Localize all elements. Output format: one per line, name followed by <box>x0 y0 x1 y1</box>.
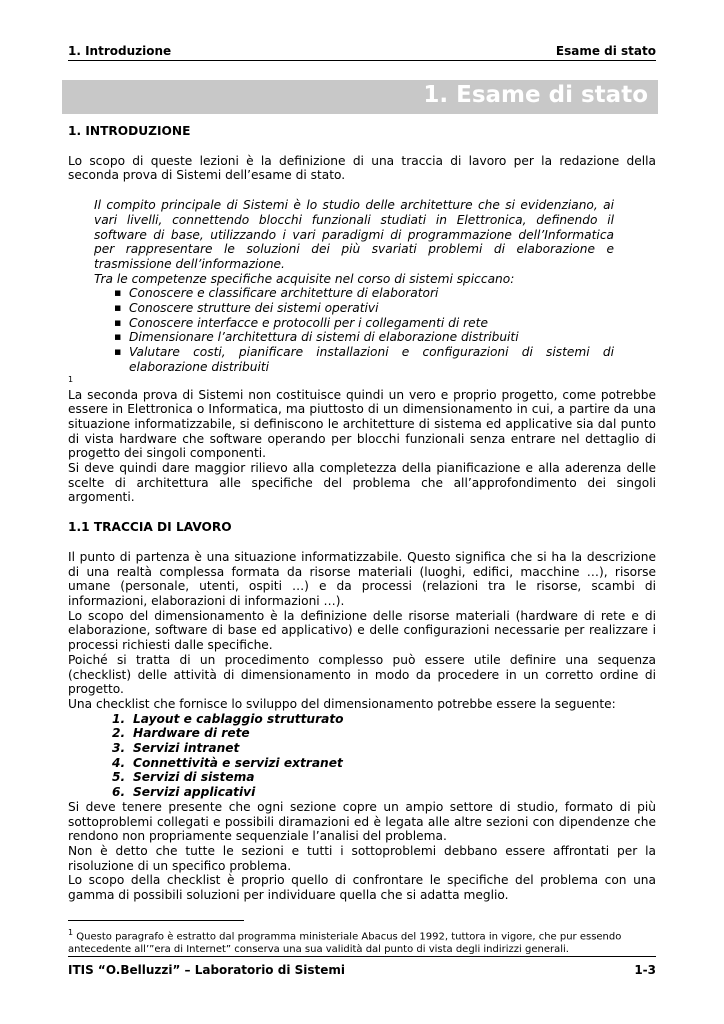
paragraph: Lo scopo del dimensionamento è la definizione delle risorse materiali (hardware di rete e di elaborazione, software di base ed applicativo) e delle configurazioni necessarie per realizzare i processi richiesti dalle specifiche. <box>68 608 656 653</box>
list-item: ▪ Conoscere interfacce e protocolli per i collegamenti di rete <box>114 316 614 331</box>
quote-paragraph: Il compito principale di Sistemi è lo studio delle architetture che si evidenziano, ai vari livelli, connettendo blocchi funzionali studiati in Elettronica, definendo il software di base, utilizzando i vari paradigmi di programmazione dell’Informatica per rappresentare le soluzioni dei più svariati problemi di elaborazione e trasmissione dell’informazione. <box>94 198 614 271</box>
checklist <box>68 712 656 800</box>
list-item: 4. Connettività e servizi extranet <box>112 755 343 770</box>
competence-list <box>94 286 614 374</box>
chapter-title: 1. Esame di stato <box>423 82 648 108</box>
footer-institution: ITIS “O.Belluzzi” – Laboratorio di Sistemi <box>68 963 345 977</box>
running-footer <box>68 956 656 977</box>
list-item: ▪ Dimensionare l’architettura di sistemi di elaborazione distribuiti <box>114 330 614 345</box>
footnote-text: Questo paragrafo è estratto dal programma ministeriale Abacus del 1992, tuttora in vigore, che pur essendo antecedente all’”era di Internet” conserva una sua validità dal punto di vista degli indirizzi generali. <box>68 931 622 956</box>
paragraph: Lo scopo di queste lezioni è la definizione di una traccia di lavoro per la redazione della seconda prova di Sistemi dell’esame di stato. <box>68 153 656 183</box>
paragraph: Una checklist che fornisce lo sviluppo del dimensionamento potrebbe essere la seguente: <box>68 696 616 711</box>
paragraph: La seconda prova di Sistemi non costituisce quindi un vero e proprio progetto, come potrebbe essere in Elettronica o Informatica, ma piuttosto di un dimensionamento in cui, a partire da una situazione informatizzabile, si definiscono le architetture di sistema ed applicative sia dal punto di vista hardware che software operando per blocchi funzionali senza entrare nel dettaglio di progetto dei singoli componenti. <box>68 387 656 461</box>
quote-paragraph: Tra le competenze specifiche acquisite nel corso di sistemi spiccano: <box>94 271 515 286</box>
section-heading: 1.1 TRACCIA DI LAVORO <box>68 520 232 535</box>
list-item: 6. Servizi applicativi <box>112 785 256 800</box>
paragraph: Si deve quindi dare maggior rilievo alla completezza della pianificazione e alla aderenza delle scelte di architettura alle specifiche del problema che all’approfondimento dei singoli argomenti. <box>68 461 656 505</box>
paragraph: Non è detto che tutte le sezioni e tutti i sottoproblemi debbano essere affrontati per la risoluzione di un specifico problema. <box>68 843 656 873</box>
list-item: 3. Servizi intranet <box>112 741 240 756</box>
list-item: ▪ Conoscere strutture dei sistemi operativi <box>114 301 614 316</box>
footnote <box>68 926 656 956</box>
list-item: ▪ Valutare costi, pianificare installazioni e configurazioni di sistemi di elaborazione distribuiti <box>114 345 614 374</box>
footnote-reference: 1 <box>68 374 74 384</box>
paragraph: Si deve tenere presente che ogni sezione copre un ampio settore di studio, formato di più sottoproblemi collegati e possibili diramazioni ed è legata alle altre sezioni con dipendenze che rendono non propriamente sequenziale l’analisi del problema. <box>68 799 656 844</box>
header-title: Esame di stato <box>555 44 656 58</box>
footnote-separator <box>68 920 244 921</box>
list-item: ▪ Conoscere e classificare architetture di elaboratori <box>114 286 614 301</box>
header-chapter: 1. Introduzione <box>68 44 172 58</box>
section-heading: 1. INTRODUZIONE <box>68 124 191 138</box>
page-number: 1-3 <box>634 963 656 977</box>
paragraph: Lo scopo della checklist è proprio quello di confrontare le specifiche del problema con una gamma di possibili soluzioni per individuare quella che si adatta meglio. <box>68 873 656 903</box>
running-header <box>68 44 656 61</box>
paragraph: Il punto di partenza è una situazione informatizzabile. Questo significa che si ha la descrizione di una realtà complessa formata da risorse materiali (luoghi, edifici, macchine …), risorse umane (personale, utenti, ospiti …) e da processi (relazioni tra le risorse, scambi di informazioni, elaborazioni di informazioni …). <box>68 549 656 608</box>
list-item: 5. Servizi di sistema <box>112 770 255 785</box>
chapter-banner <box>62 80 658 114</box>
quoted-block <box>94 198 614 374</box>
list-item: 1. Layout e cablaggio strutturato <box>112 711 344 726</box>
list-item: 2. Hardware di rete <box>112 726 250 741</box>
footnote-mark: 1 <box>68 928 74 937</box>
paragraph: Poiché si tratta di un procedimento complesso può essere utile definire una sequenza (checklist) delle attività di dimensionamento in modo da procedere in un corretto ordine di progetto. <box>68 652 656 697</box>
page-body <box>68 124 656 903</box>
